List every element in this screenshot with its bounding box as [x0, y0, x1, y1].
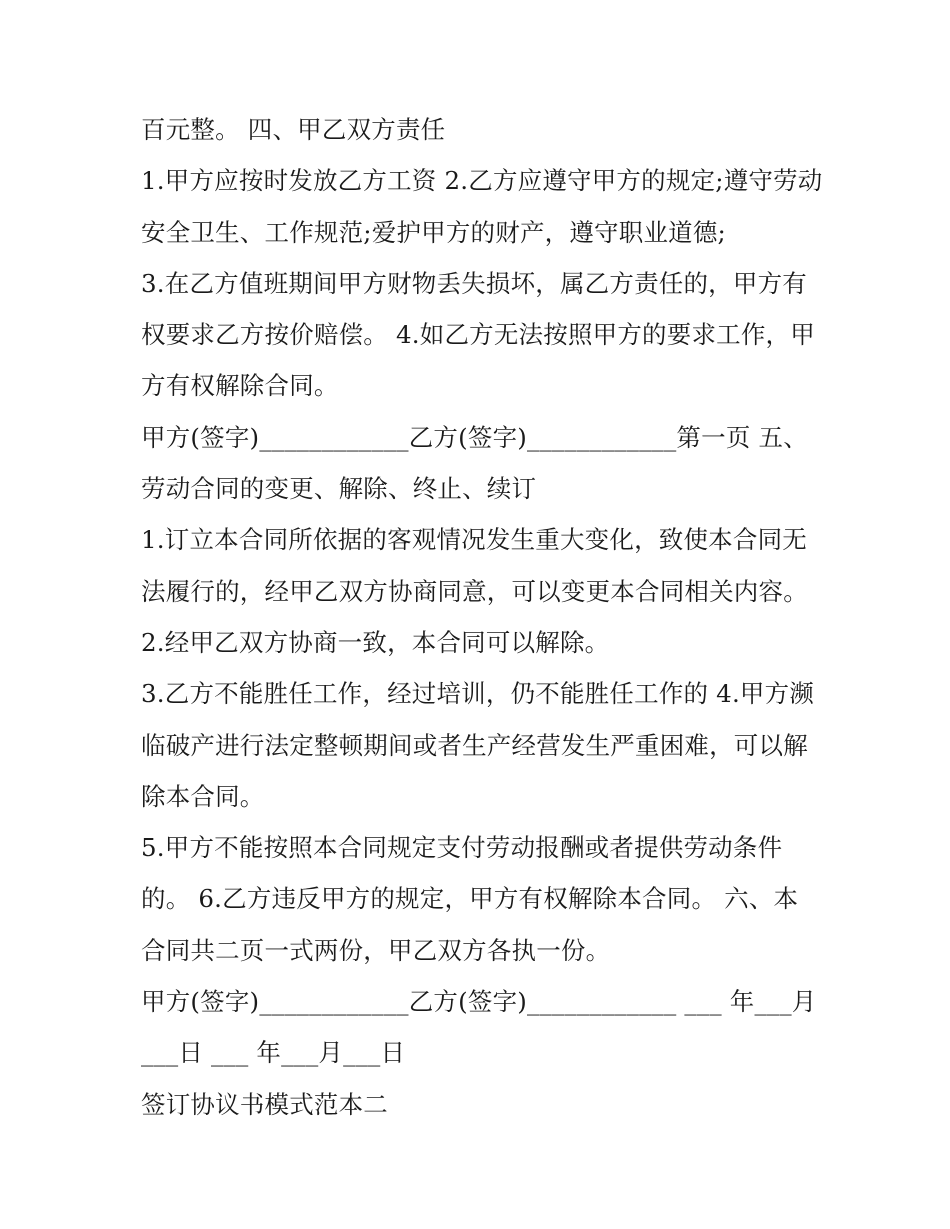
signature-line-2: 甲方(签字)____________乙方(签字)____________ ___ 年___月	[141, 987, 817, 1017]
text-line-9: 1.订立本合同所依据的客观情况发生重大变化，致使本合同无	[141, 525, 807, 555]
text-line-10: 法履行的，经甲乙双方协商同意，可以变更本合同相关内容。	[141, 576, 808, 606]
text-line-6: 方有权解除合同。	[141, 371, 339, 401]
text-line-2: 1.甲方应按时发放乙方工资 2.乙方应遵守甲方的规定;遵守劳动	[141, 166, 823, 196]
date-line: ___日 ___ 年___月___日	[141, 1038, 406, 1068]
text-line-4: 3.在乙方值班期间甲方财物丢失损坏，属乙方责任的，甲方有	[141, 268, 807, 298]
text-line-15: 5.甲方不能按照本合同规定支付劳动报酬或者提供劳动条件	[141, 833, 783, 863]
text-line-16: 的。 6.乙方违反甲方的规定，甲方有权解除本合同。 六、本	[141, 884, 799, 914]
document-body	[141, 104, 821, 1130]
text-line-12: 3.乙方不能胜任工作，经过培训，仍不能胜任工作的 4.甲方濒	[141, 679, 815, 709]
text-line-3: 安全卫生、工作规范;爱护甲方的财产，遵守职业道德;	[141, 217, 727, 247]
signature-line-1: 甲方(签字)____________乙方(签字)____________第一页 五、	[141, 422, 808, 452]
text-line-13: 临破产进行法定整顿期间或者生产经营发生严重困难，可以解	[141, 730, 808, 760]
text-line-1: 百元整。 四、甲乙双方责任	[141, 115, 446, 144]
text-line-14: 除本合同。	[141, 781, 265, 811]
text-line-5: 权要求乙方按价赔偿。 4.如乙方无法按照甲方的要求工作，甲	[141, 320, 815, 350]
text-line-11: 2.经甲乙双方协商一致，本合同可以解除。	[141, 627, 610, 657]
text-line-17: 合同共二页一式两份，甲乙双方各执一份。	[141, 935, 611, 965]
section-heading-5: 劳动合同的变更、解除、终止、续订	[141, 474, 537, 504]
next-template-title: 签订协议书模式范本二	[141, 1089, 388, 1119]
